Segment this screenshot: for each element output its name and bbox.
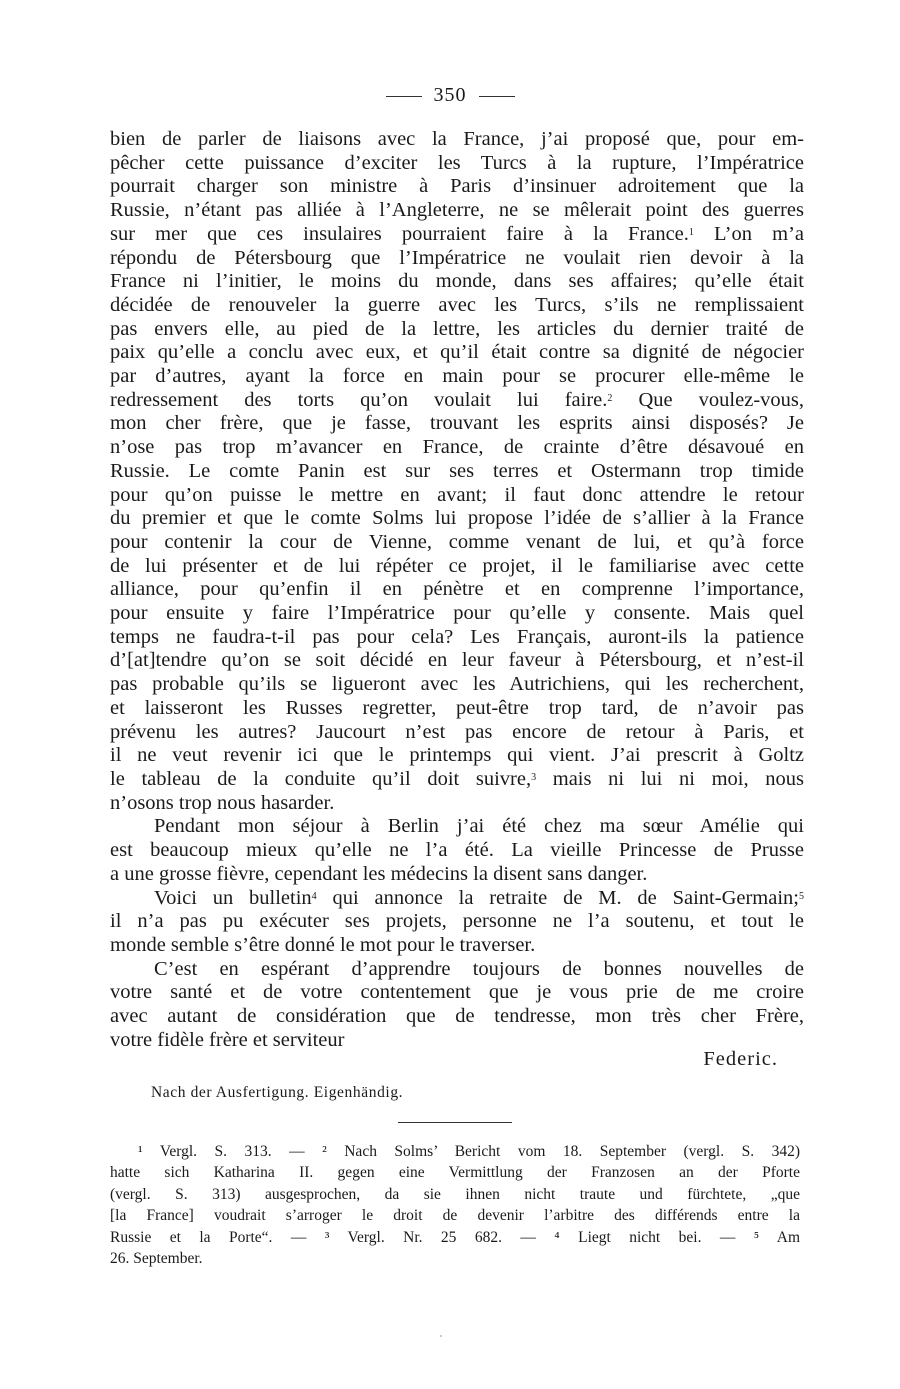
text-line [110, 484, 804, 508]
text-line-text: bien de parler de liaisons avec la France, j’ai proposé que, pour em- [110, 128, 804, 150]
text-line-text: temps ne faudra-t-il pas pour cela? Les Français, auront-ils la patience [110, 625, 804, 648]
text-line-text: votre fidèle frère et serviteur [110, 1028, 345, 1051]
footnote-line [110, 1227, 800, 1248]
text-line [110, 673, 804, 697]
text-line [110, 626, 804, 650]
text-line-text: votre santé et de votre contentement que je vous prie de me croire [110, 981, 804, 1004]
text-line-text: sur mer que ces insulaires pourraient faire à la France. [110, 222, 689, 245]
footnote-line-text: Russie et la Porte“. — ³ Vergl. Nr. 25 682. — ⁴ Liegt nicht bei. — ⁵ Am [110, 1228, 800, 1246]
footnote-line [110, 1184, 800, 1205]
footnote-marker: 2 [607, 392, 613, 404]
text-line-text: L’on m’a [693, 222, 804, 245]
text-line [110, 815, 804, 839]
text-line [110, 531, 804, 555]
text-line-text: par d’autres, ayant la force en main pour se procurer elle-même le [110, 365, 804, 388]
header-dash-left [386, 96, 422, 97]
source-note: Nach der Ausfertigung. Eigenhändig. [151, 1084, 404, 1101]
text-line-text: paix qu’elle a conclu avec eux, et qu’il était contre sa dignité de négocier [110, 341, 804, 364]
text-line [110, 744, 804, 768]
text-line-text: Pendant mon séjour à Berlin j’ai été chez ma sœur Amélie qui [154, 815, 804, 838]
text-line [110, 578, 804, 602]
text-line-text: mon cher frère, que je fasse, trouvant les esprits ainsi disposés? Je [110, 412, 804, 435]
text-line-text: de lui présenter et de lui répéter ce projet, il le familiarise avec cette [110, 554, 804, 577]
footnote-marker: 5 [798, 890, 804, 902]
footnotes [110, 1141, 800, 1269]
text-line [110, 721, 804, 745]
text-line [110, 768, 804, 792]
text-line-text: pour ensuite y faire l’Impératrice pour qu’elle y consente. Mais quel [110, 602, 804, 625]
footnote-divider [398, 1122, 512, 1123]
text-line [110, 412, 804, 436]
text-line-text: Que voulez-vous, [612, 388, 804, 411]
text-line [110, 887, 804, 911]
text-line [110, 152, 804, 176]
text-line-text: pour contenir la cour de Vienne, comme venant de lui, et qu’à force [110, 530, 804, 553]
text-line [110, 981, 804, 1005]
text-line [110, 697, 804, 721]
footnote-line-text: 26. September. [110, 1250, 203, 1268]
text-line [110, 436, 804, 460]
header-dash-right [479, 96, 515, 97]
footnote-marker: 4 [311, 890, 317, 902]
text-line [110, 223, 804, 247]
footnote-line-text: hatte sich Katharina II. gegen eine Vermittlung der Franzosen an der Pforte [110, 1164, 800, 1182]
text-line-text: n’ose pas trop m’avancer en France, de crainte d’être désavoué en [110, 436, 804, 459]
text-line-text: du premier et que le comte Solms lui propose l’idée de s’allier à la France [110, 507, 804, 530]
text-line [110, 934, 804, 958]
text-line-text: Russie. Le comte Panin est sur ses terres et Ostermann trop timide [110, 459, 804, 482]
text-line [110, 602, 804, 626]
footnote-line [110, 1205, 800, 1226]
text-line [110, 863, 804, 887]
footnote-lines [110, 1141, 800, 1269]
text-line [110, 270, 804, 294]
text-line-text: avec autant de considération que de tendresse, mon très cher Frère, [110, 1005, 804, 1028]
text-line-text: répondu de Pétersbourg que l’Impératrice ne voulait rien devoir à la [110, 246, 804, 269]
letter-lines [110, 128, 804, 1052]
text-line-text: Voici un bulletin [154, 886, 312, 909]
footnote-line [110, 1141, 800, 1162]
footnote-line [110, 1248, 800, 1269]
text-line [110, 365, 804, 389]
text-line-text: a une grosse fièvre, cependant les médecins la disent sans danger. [110, 862, 648, 885]
text-line [110, 318, 804, 342]
footnote-line-text: [la France] voudrait s’arroger le droit de devenir l’arbitre des différends entre la [110, 1207, 800, 1225]
letter-body [110, 128, 804, 1072]
text-line-text: prévenu les autres? Jaucourt n’est pas encore de retour à Paris, et [110, 720, 804, 743]
text-line [110, 128, 804, 152]
text-line-text: et laisseront les Russes regretter, peut-être trop tard, de n’avoir pas [110, 696, 804, 719]
text-line-text: France ni l’initier, le moins du monde, dans ses affaires; qu’elle était [110, 270, 804, 293]
text-line-text: qui annonce la retraite de M. de Saint-Germain; [316, 886, 799, 909]
text-line-text: C’est en espérant d’apprendre toujours de bonnes nouvelles de [154, 957, 804, 980]
text-line [110, 199, 804, 223]
ink-speck [440, 1335, 442, 1337]
text-line-text: décidée de renouveler la guerre avec les Turcs, s’ils ne remplissaient [110, 293, 804, 316]
text-line [110, 247, 804, 271]
text-line-text: pourrait charger son ministre à Paris d’insinuer adroitement que la [110, 175, 804, 198]
footnote-marker: 1 [688, 226, 694, 238]
text-line-text: pêcher cette puissance d’exciter les Turcs à la rupture, l’Impératrice [110, 151, 804, 174]
text-line [110, 341, 804, 365]
text-line-text: il n’a pas pu exécuter ses projets, personne ne l’a soutenu, et tout le [110, 910, 804, 933]
text-line [110, 389, 804, 413]
text-line [110, 839, 804, 863]
text-line [110, 958, 804, 982]
signature: Federic. [703, 1048, 778, 1071]
text-line [110, 294, 804, 318]
page-header [0, 84, 900, 107]
text-line-text: alliance, pour qu’enfin il en pénètre et en comprenne l’importance, [110, 578, 804, 601]
footnote-line [110, 1162, 800, 1183]
text-line-text: pas envers elle, au pied de la lettre, les articles du dernier traité de [110, 317, 804, 340]
text-line [110, 460, 804, 484]
text-line [110, 1005, 804, 1029]
text-line-text: d’[at]tendre qu’on se soit décidé en leur faveur à Pétersbourg, et n’est-il [110, 649, 804, 672]
text-line-text: pas probable qu’ils se ligueront avec les Autrichiens, qui les recherchent, [110, 673, 804, 696]
text-line [110, 910, 804, 934]
text-line-text: monde semble s’être donné le mot pour le traverser. [110, 933, 536, 956]
text-line-text: Russie, n’étant pas alliée à l’Angleterre, ne se mêlerait point des guerres [110, 199, 804, 222]
text-line-text: redressement des torts qu’on voulait lui faire. [110, 388, 608, 411]
text-line [110, 792, 804, 816]
footnote-marker: 3 [531, 771, 537, 783]
footnote-line-text: (vergl. S. 313) ausgesprochen, da sie ihnen nicht traute und fürchtete, „que [110, 1185, 800, 1203]
text-line [110, 649, 804, 673]
text-line-text: mais ni lui ni moi, nous [536, 767, 804, 790]
text-line-text: le tableau de la conduite qu’il doit suivre, [110, 767, 532, 790]
text-line-text: pour qu’on puisse le mettre en avant; il faut donc attendre le retour [110, 483, 804, 506]
text-line-text: il ne veut revenir ici que le printemps qui vient. J’ai prescrit à Goltz [110, 744, 804, 767]
text-line [110, 175, 804, 199]
footnote-line-text: ¹ Vergl. S. 313. — ² Nach Solms’ Bericht vom 18. September (vergl. S. 342) [138, 1143, 800, 1160]
text-line [110, 555, 804, 579]
text-line-text: est beaucoup mieux qu’elle ne l’a été. La vieille Princesse de Prusse [110, 839, 804, 862]
text-line [110, 507, 804, 531]
text-line-text: n’osons trop nous hasarder. [110, 791, 335, 814]
page-number: 350 [433, 84, 467, 106]
